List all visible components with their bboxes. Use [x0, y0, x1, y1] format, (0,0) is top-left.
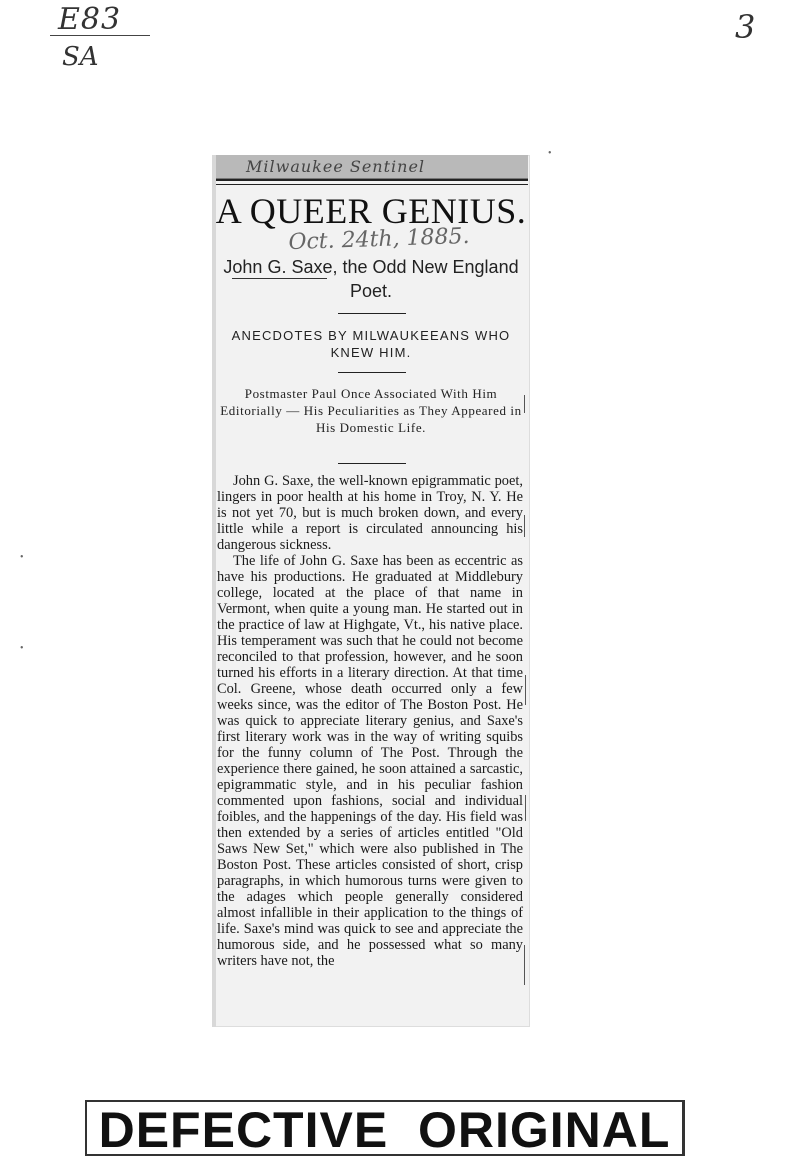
catalog-number-underline	[50, 35, 150, 36]
article-body	[217, 473, 523, 969]
edge-mark	[525, 795, 526, 821]
margin-speck: •	[20, 552, 24, 563]
catalog-number-note: E83	[58, 2, 122, 37]
deck-primary: ANECDOTES BY MILWAUKEEANS WHO KNEW HIM.	[231, 328, 511, 360]
page-number-note: 3	[735, 8, 756, 46]
defective-original-label: DEFECTIVE ORIGINAL	[85, 1100, 685, 1156]
article-paragraph: John G. Saxe, the well-known epigrammatic poet, lingers in poor health at his home in Troy, N. Y. He is not yet 70, but is much broken down, and every little while a report is circulated announcing his dangerous sickness.	[217, 473, 523, 553]
subheadline: John G. Saxe, the Odd New England Poet.	[223, 257, 519, 301]
date-annotation: Oct. 24th, 1885.	[288, 223, 470, 256]
section-rule	[338, 463, 406, 464]
margin-speck: •	[548, 148, 552, 159]
newspaper-clipping	[212, 155, 530, 1027]
source-annotation: Milwaukee Sentinel	[216, 155, 528, 179]
edge-mark	[524, 945, 525, 985]
headline: A QUEER GENIUS.	[215, 191, 527, 231]
edge-mark	[524, 395, 525, 413]
margin-speck: •	[20, 643, 24, 654]
edge-mark	[525, 675, 526, 705]
pencil-underline	[232, 278, 327, 279]
top-rule-thin	[216, 184, 528, 185]
deck-secondary: Postmaster Paul Once Associated With Him Editorially — His Peculiarities as They Appeared in His Domestic Life.	[220, 386, 522, 435]
initials-note: SA	[62, 42, 99, 72]
edge-mark	[524, 515, 525, 537]
top-rule	[216, 179, 528, 181]
section-rule	[338, 372, 406, 373]
section-rule	[338, 313, 406, 314]
article-paragraph: The life of John G. Saxe has been as eccentric as have his productions. He graduated at Middlebury college, located at the place of that name in Vermont, when quite a young man. He started out in the practice of law at Highgate, Vt., his native place. His temperament was such that he could not become reconciled to that profession, however, and he soon turned his efforts in a literary direction. At that time Col. Greene, whose death occurred only a few weeks since, was the editor of The Boston Post. He was quick to appreciate literary genius, and Saxe's first literary work was in the way of writing squibs for the funny column of The Post. Through the experience there gained, he soon attained a sarcastic, epigrammatic style, and in his peculiar fashion commented upon fashions, social and individual foibles, and the happenings of the day. His field was then extended by a series of articles entitled "Old Saws New Set," which were also published in The Boston Post. These articles consisted of short, crisp paragraphs, in which humorous turns were given to the adages which people generally considered almost infallible in their application to the things of life. Saxe's mind was quick to see and appreciate the humorous side, and he possessed what so many writers have not, the	[217, 553, 523, 969]
